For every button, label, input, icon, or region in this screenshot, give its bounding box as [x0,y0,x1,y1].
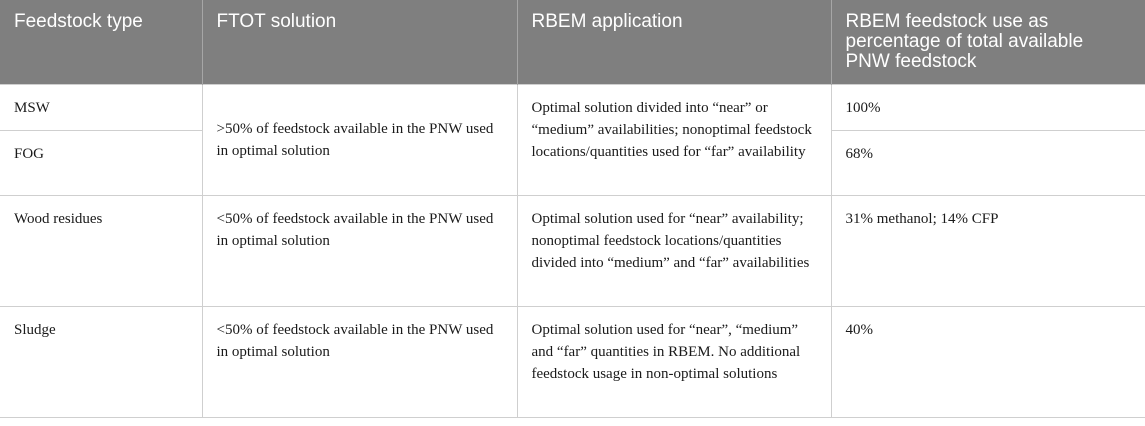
rbem-application-cell: Optimal solution divided into “near” or “medium” availabilities; nonoptimal feedstock locations/quantities used for “far” availability [517,85,831,196]
header-rbem-application: RBEM application [517,0,831,85]
feedstock-type-cell: Sludge [0,307,202,418]
header-rbem-feedstock-use: RBEM feedstock use as percentage of total available PNW feedstock [831,0,1145,85]
feedstock-use-cell: 68% [831,131,1145,196]
feedstock-use-cell: 31% methanol; 14% CFP [831,196,1145,307]
table-row [0,196,1145,307]
table-body [0,85,1145,418]
ftot-solution-cell: >50% of feedstock available in the PNW used in optimal solution [202,85,517,196]
table-header [0,0,1145,85]
feedstock-type-cell: MSW [0,85,202,131]
rbem-application-cell: Optimal solution used for “near”, “medium” and “far” quantities in RBEM. No additional feedstock usage in non-optimal solutions [517,307,831,418]
header-feedstock-type: Feedstock type [0,0,202,85]
table-row [0,307,1145,418]
ftot-solution-cell: <50% of feedstock available in the PNW used in optimal solution [202,196,517,307]
rbem-application-cell: Optimal solution used for “near” availability; nonoptimal feedstock locations/quantities divided into “medium” and “far” availabilities [517,196,831,307]
header-row [0,0,1145,85]
ftot-solution-cell: <50% of feedstock available in the PNW used in optimal solution [202,307,517,418]
feedstock-use-cell: 100% [831,85,1145,131]
feedstock-type-cell: Wood residues [0,196,202,307]
feedstock-use-cell: 40% [831,307,1145,418]
table-row [0,85,1145,131]
feedstock-type-cell: FOG [0,131,202,196]
header-ftot-solution: FTOT solution [202,0,517,85]
